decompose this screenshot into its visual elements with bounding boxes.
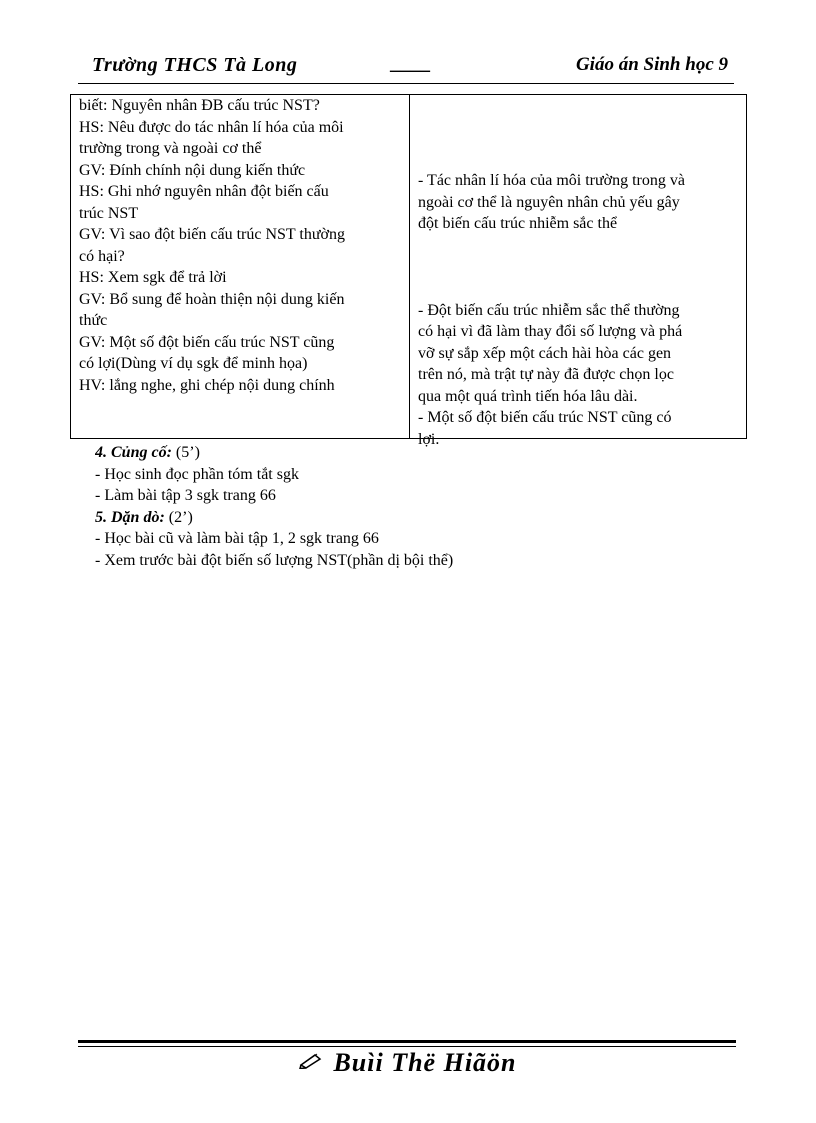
left-line: HS: Ghi nhớ nguyên nhân đột biến cấu bbox=[79, 183, 329, 200]
subject-title: Giáo án Sinh học 9 bbox=[575, 54, 728, 75]
header-rule bbox=[78, 83, 734, 84]
right-line: ngoài cơ thể là nguyên nhân chủ yếu gây bbox=[418, 193, 680, 211]
left-line: GV: Một số đột biến cấu trúc NST cũng bbox=[79, 333, 335, 351]
left-line: GV: Đính chính nội dung kiến thức bbox=[79, 161, 306, 179]
section-4-time: (5’) bbox=[171, 444, 200, 461]
pen-icon bbox=[299, 1051, 323, 1075]
section-5-title: 5. Dặn dò: bbox=[95, 508, 165, 526]
left-line: GV: Bổ sung để hoàn thiện nội dung kiến bbox=[79, 290, 345, 308]
section-5-item: - Xem trước bài đột biến số lượng NST(phần dị bội thể) bbox=[95, 551, 454, 569]
left-line: trường trong và ngoài cơ thể bbox=[79, 140, 262, 157]
teacher-student-activities-column bbox=[71, 95, 410, 438]
page-header bbox=[92, 54, 728, 82]
section-4-item: - Học sinh đọc phần tóm tắt sgk bbox=[95, 465, 299, 483]
right-line: vỡ sự sắp xếp một cách hài hòa các gen bbox=[418, 344, 672, 362]
section-4-title: 4. Củng cố: bbox=[95, 444, 172, 461]
left-line: HS: Xem sgk để trả lời bbox=[79, 269, 227, 286]
right-line: có hại vì đã làm thay đổi số lượng và phá bbox=[418, 323, 683, 340]
right-line: - Đột biến cấu trúc nhiễm sắc thể thường bbox=[418, 301, 680, 319]
left-line: HS: Nêu được do tác nhân lí hóa của môi bbox=[79, 118, 344, 136]
content-column bbox=[410, 95, 746, 448]
left-line: trúc NST bbox=[79, 204, 139, 222]
right-line: - Một số đột biến cấu trúc NST cũng có bbox=[418, 409, 672, 426]
left-line: HV: lắng nghe, ghi chép nội dung chính bbox=[79, 376, 335, 394]
author-name: Buìi Thë Hiãön bbox=[333, 1048, 517, 1077]
lesson-table bbox=[70, 94, 747, 448]
header-separator: ____ bbox=[390, 52, 430, 74]
section-5-time: (2’) bbox=[164, 508, 193, 526]
school-name: Trường THCS Tà Long bbox=[92, 54, 298, 76]
right-line: - Tác nhân lí hóa của môi trường trong và bbox=[418, 172, 685, 189]
section-4-heading bbox=[95, 442, 735, 464]
right-line: đột biến cấu trúc nhiễm sắc thể bbox=[418, 215, 618, 232]
right-line: trên nó, mà trật tự này đã được chọn lọc bbox=[418, 366, 674, 383]
lesson-closing-sections bbox=[95, 442, 735, 571]
left-line: có hại? bbox=[79, 247, 125, 265]
right-line: qua một quá trình tiến hóa lâu dài. bbox=[418, 387, 638, 405]
left-line: thức bbox=[79, 312, 108, 329]
section-5-item: - Học bài cũ và làm bài tập 1, 2 sgk trang 66 bbox=[95, 530, 379, 547]
right-line: lợi. bbox=[418, 430, 440, 448]
left-line: GV: Vì sao đột biến cấu trúc NST thường bbox=[79, 226, 345, 243]
footer-rule-thick bbox=[78, 1040, 736, 1043]
section-4-item: - Làm bài tập 3 sgk trang 66 bbox=[95, 487, 276, 504]
footer-rule-thin bbox=[78, 1046, 736, 1047]
left-line: biết: Nguyên nhân ĐB cấu trúc NST? bbox=[79, 97, 320, 114]
page-footer bbox=[0, 1048, 816, 1078]
left-line: có lợi(Dùng ví dụ sgk để minh họa) bbox=[79, 355, 308, 372]
section-5-heading bbox=[95, 507, 735, 529]
